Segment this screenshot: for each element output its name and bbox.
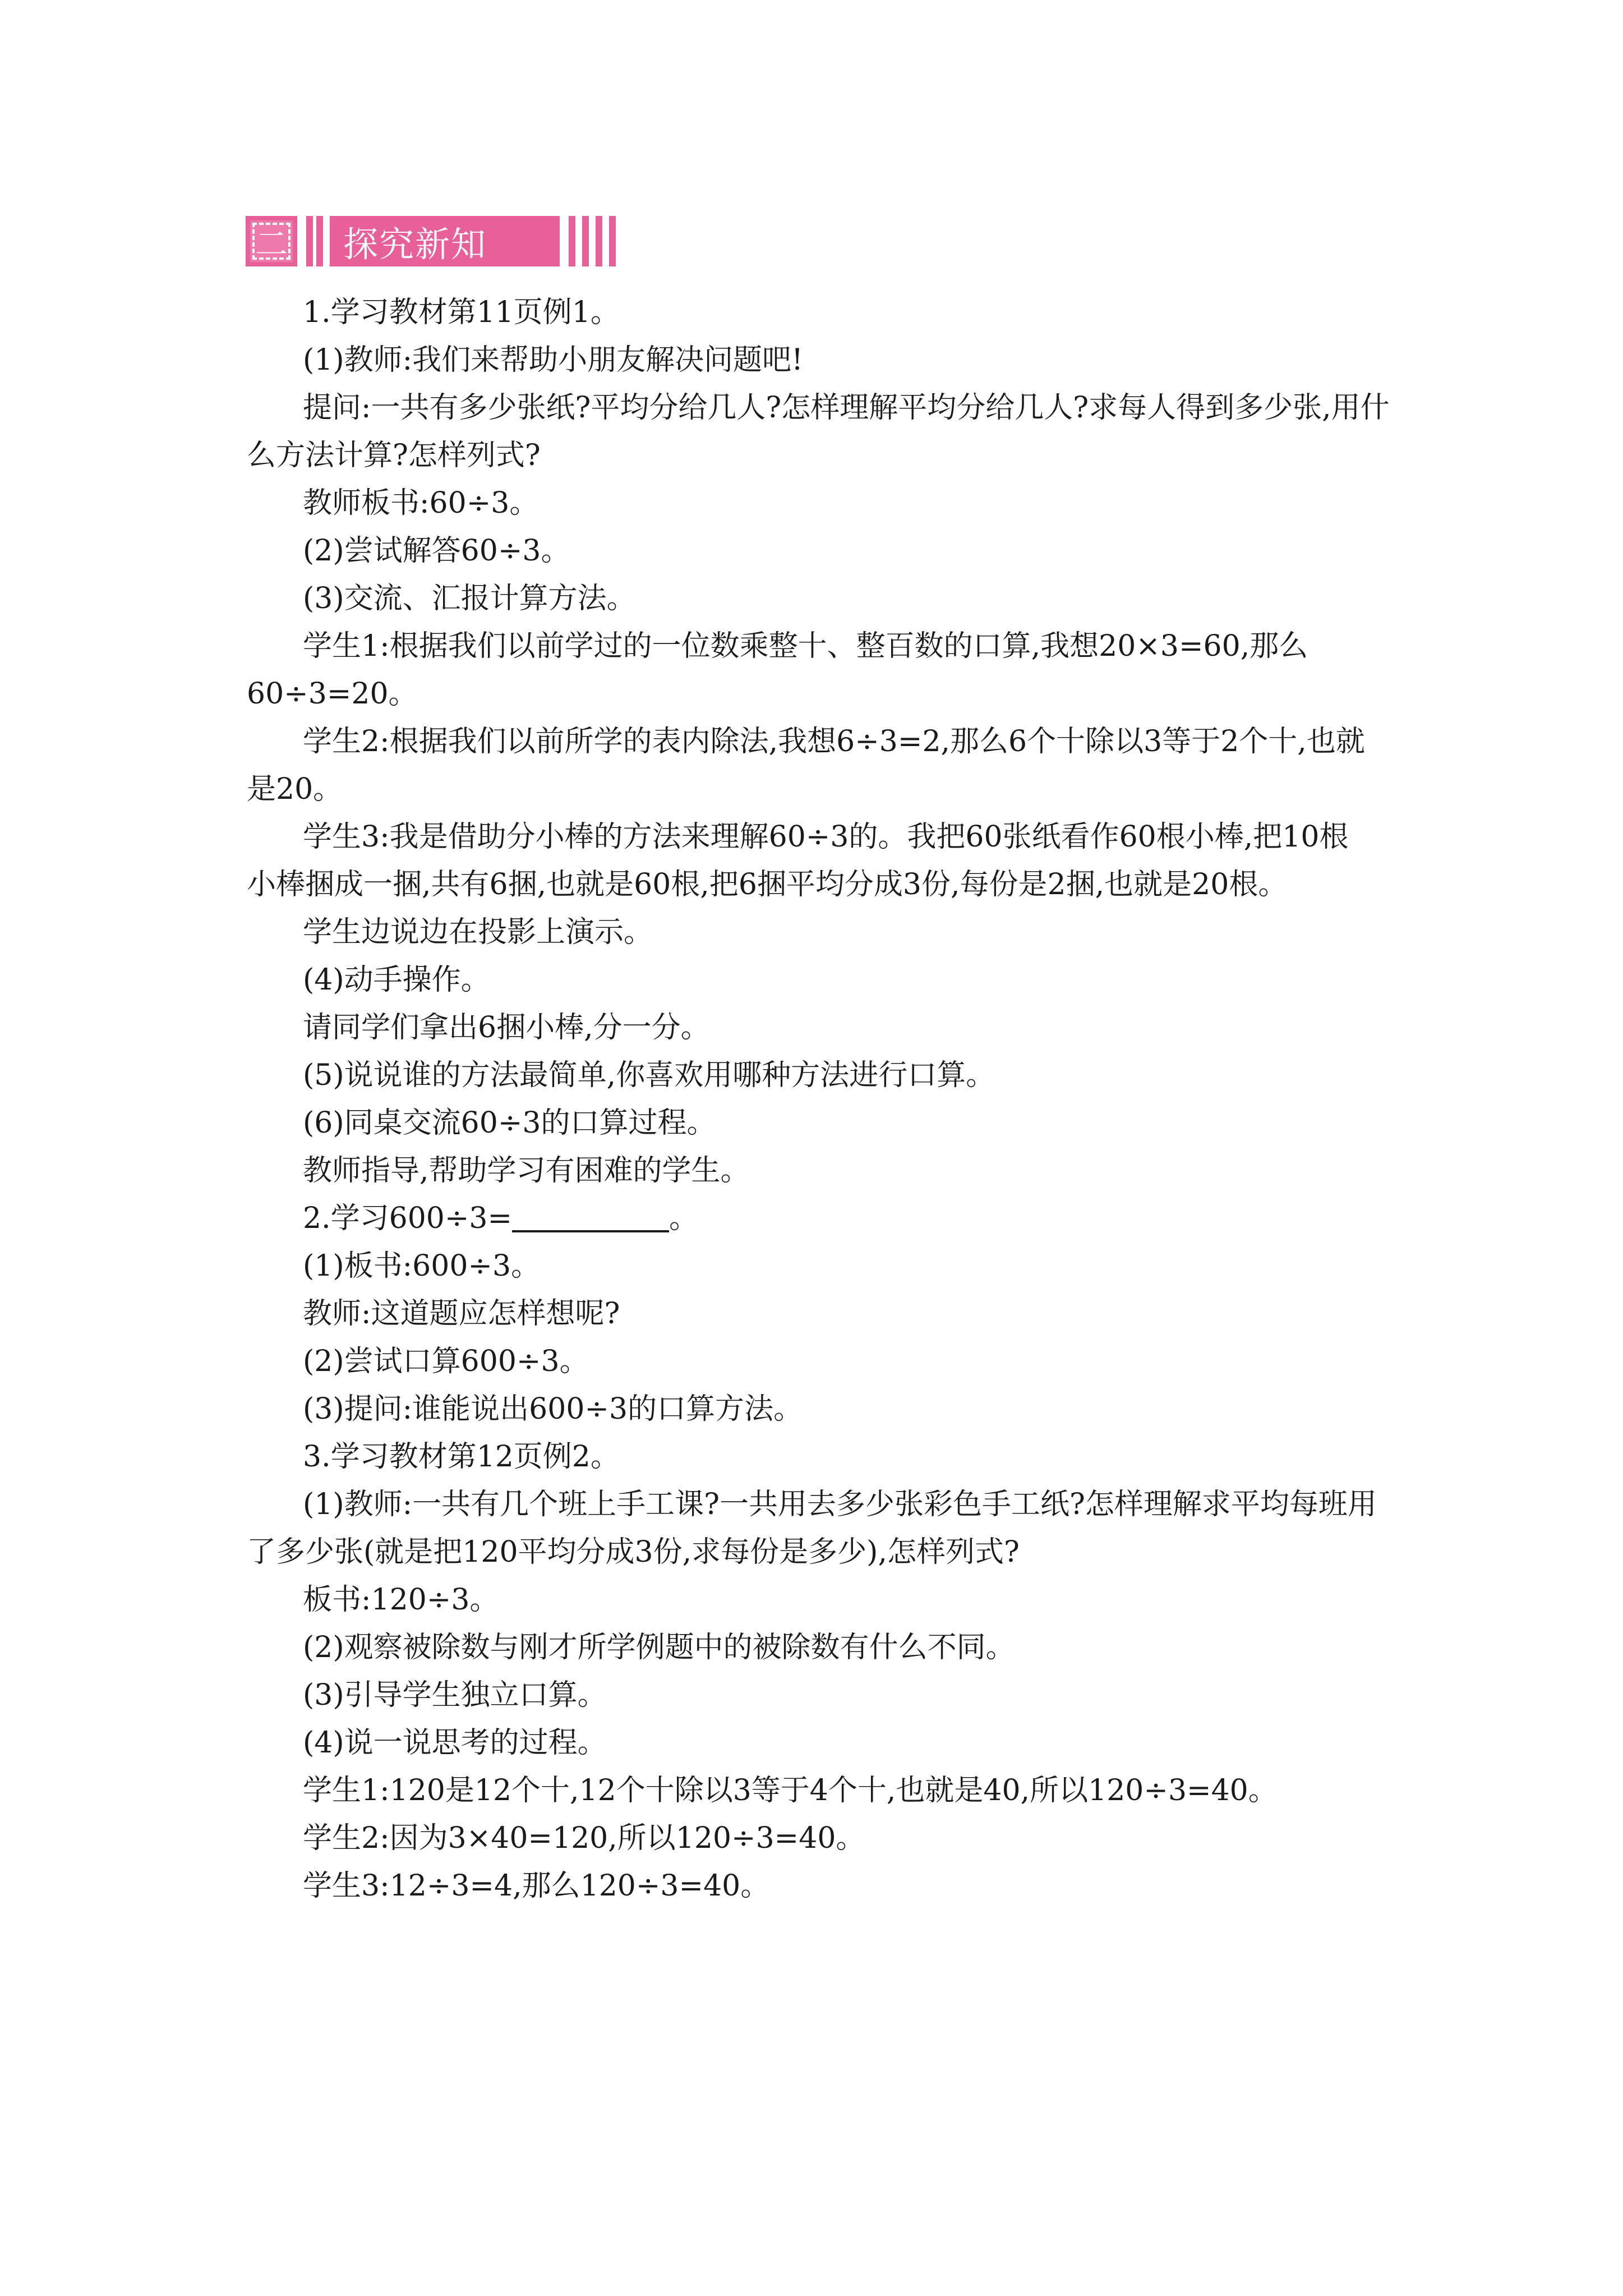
text-line-content: 2.学习600÷3= (303, 1202, 513, 1235)
text-line-content: (3)引导学生独立口算。 (303, 1678, 607, 1712)
text-line (247, 956, 1391, 1004)
section-number: 二 (255, 225, 288, 263)
text-line-content: 学生1:120是12个十,12个十除以3等于4个十,也就是40,所以120÷3=40。 (303, 1774, 1278, 1807)
text-line-content: 教师指导,帮助学习有困难的学生。 (303, 1154, 750, 1188)
text-line-content: 3.学习教材第12页例2。 (303, 1440, 620, 1474)
text-line (247, 1529, 1391, 1576)
text-line (247, 575, 1391, 623)
text-line-content: (1)板书:600÷3。 (303, 1249, 541, 1283)
text-line-content: 教师板书:60÷3。 (303, 486, 539, 520)
section-number-badge (246, 216, 297, 266)
section-title: 探究新知 (343, 223, 487, 265)
text-line-content: 学生3:12÷3=4,那么120÷3=40。 (303, 1869, 770, 1903)
text-line (247, 1767, 1391, 1815)
text-line (247, 1004, 1391, 1052)
text-line-content: 板书:120÷3。 (303, 1583, 499, 1617)
text-line-content: (4)动手操作。 (303, 963, 490, 997)
text-line (247, 1624, 1391, 1672)
text-line-content: 学生1:根据我们以前学过的一位数乘整十、整百数的口算,我想20×3=60,那么 (303, 629, 1308, 663)
text-line (247, 384, 1391, 432)
text-line-content: (3)提问:谁能说出600÷3的口算方法。 (303, 1392, 803, 1426)
text-line-content: (2)尝试口算600÷3。 (303, 1345, 589, 1378)
text-line (247, 337, 1391, 384)
text-line (247, 1195, 1391, 1243)
text-line-suffix: 。 (669, 1202, 699, 1235)
text-line (247, 718, 1391, 766)
text-line (247, 289, 1391, 337)
header-stripe (316, 216, 323, 266)
text-line-content: 1.学习教材第11页例1。 (303, 296, 620, 329)
text-line-content: 学生2:根据我们以前所学的表内除法,我想6÷3=2,那么6个十除以3等于2个十,也就 (303, 725, 1365, 758)
text-line-content: (2)尝试解答60÷3。 (303, 534, 570, 568)
text-line (247, 1099, 1391, 1147)
text-line (247, 861, 1391, 909)
answer-blank (512, 1201, 669, 1232)
text-line (247, 1052, 1391, 1099)
text-line (247, 527, 1391, 575)
text-line (247, 623, 1391, 670)
section-header (246, 216, 620, 266)
text-line (247, 1815, 1391, 1862)
text-line-content: 提问:一共有多少张纸?平均分给几人?怎样理解平均分给几人?求每人得到多少张,用什 (303, 391, 1390, 425)
text-line (247, 1862, 1391, 1910)
header-stripe (609, 216, 616, 266)
text-line (247, 1243, 1391, 1290)
text-line (247, 1386, 1391, 1433)
header-stripe (596, 216, 602, 266)
text-line (247, 1290, 1391, 1338)
text-line (247, 1338, 1391, 1386)
text-line (247, 909, 1391, 956)
text-line-content: (3)交流、汇报计算方法。 (303, 582, 636, 615)
text-line-content: 60÷3=20。 (247, 677, 418, 711)
header-stripe (582, 216, 589, 266)
text-line-content: 学生3:我是借助分小棒的方法来理解60÷3的。我把60张纸看作60根小棒,把10根 (303, 820, 1349, 854)
lesson-body (247, 289, 1391, 1910)
text-line-content: (1)教师:一共有几个班上手工课?一共用去多少张彩色手工纸?怎样理解求平均每班用 (303, 1488, 1377, 1521)
text-line (247, 432, 1391, 480)
text-line (247, 1672, 1391, 1719)
text-line-content: 了多少张(就是把120平均分成3份,求每份是多少),怎样列式? (247, 1535, 1020, 1569)
text-line-content: 请同学们拿出6捆小棒,分一分。 (303, 1011, 710, 1045)
section-title-box (330, 216, 560, 266)
text-line-content: (2)观察被除数与刚才所学例题中的被除数有什么不同。 (303, 1631, 1015, 1664)
text-line-content: (4)说一说思考的过程。 (303, 1726, 607, 1760)
text-line-content: 小棒捆成一捆,共有6捆,也就是60根,把6捆平均分成3份,每份是2捆,也就是20根。 (247, 868, 1288, 901)
text-line (247, 1576, 1391, 1624)
header-stripe (306, 216, 313, 266)
text-line-content: 学生边说边在投影上演示。 (303, 915, 653, 949)
text-line (247, 813, 1391, 861)
text-line-content: 是20。 (247, 772, 343, 806)
text-line-content: 么方法计算?怎样列式? (247, 439, 541, 472)
text-line-content: (6)同桌交流60÷3的口算过程。 (303, 1106, 716, 1140)
header-stripe (569, 216, 575, 266)
text-line (247, 1433, 1391, 1481)
text-line (247, 1719, 1391, 1767)
text-line (247, 766, 1391, 813)
text-line-content: (5)说说谁的方法最简单,你喜欢用哪种方法进行口算。 (303, 1059, 995, 1092)
text-line-content: 教师:这道题应怎样想呢? (303, 1297, 620, 1331)
text-line (247, 670, 1391, 718)
text-line (247, 1481, 1391, 1529)
text-line (247, 1147, 1391, 1195)
text-line-content: (1)教师:我们来帮助小朋友解决问题吧! (303, 343, 804, 377)
text-line (247, 480, 1391, 527)
text-line-content: 学生2:因为3×40=120,所以120÷3=40。 (303, 1821, 865, 1855)
